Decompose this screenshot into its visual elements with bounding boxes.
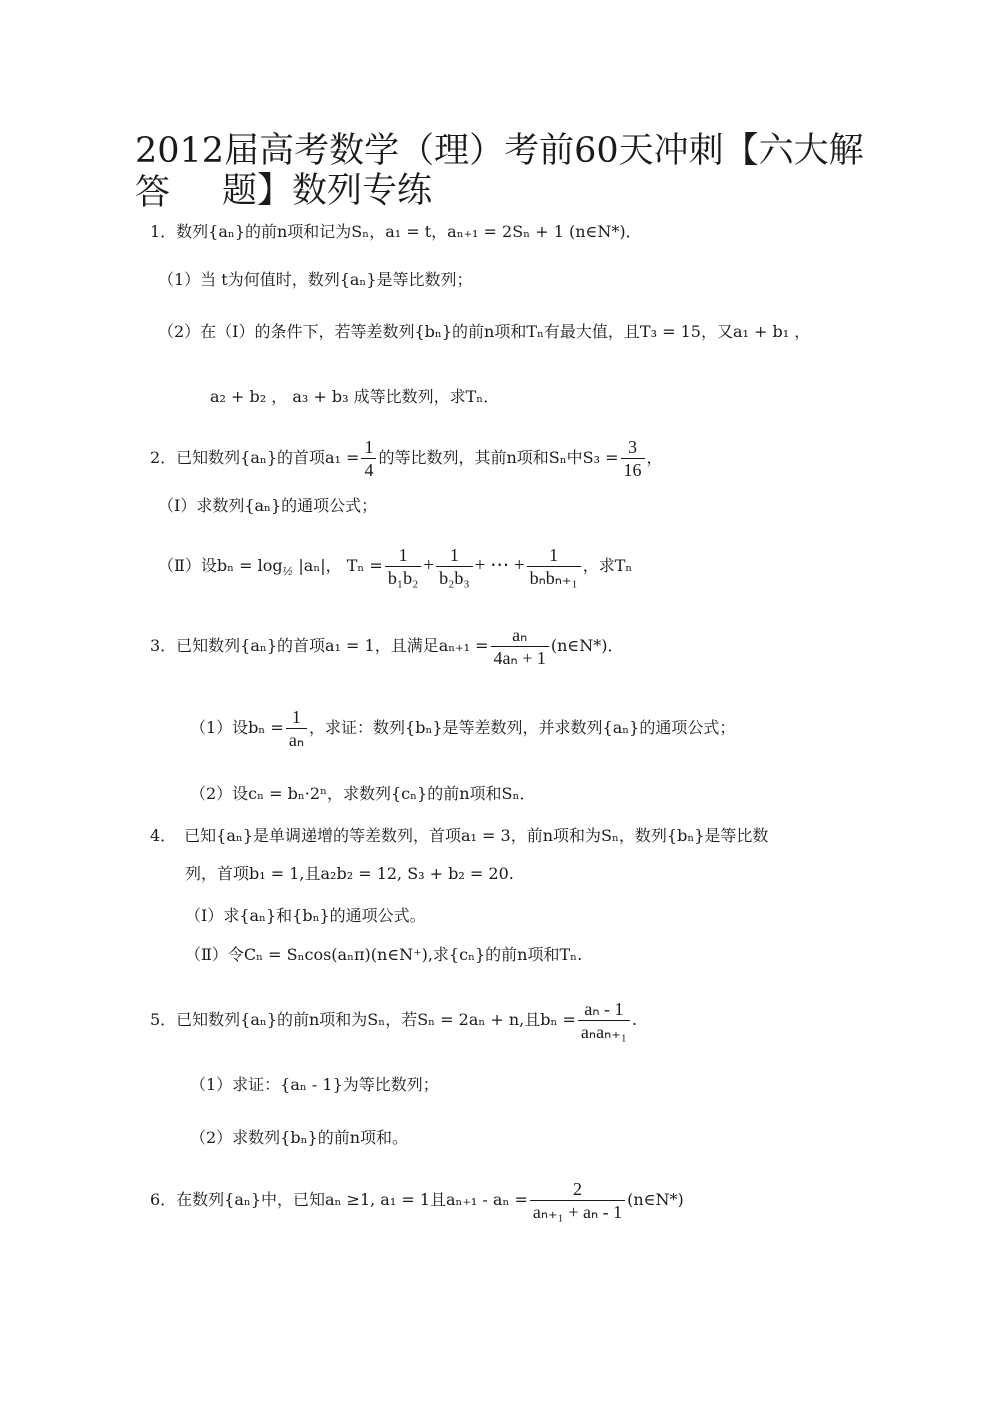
fraction-numerator: aₙ - 1: [578, 998, 630, 1021]
problem-6-stem-b: (n∈N*): [627, 1190, 684, 1209]
problem-4-stem-cont: 列，首项b₁ = 1,且a₂b₂ = 12, S₃ + b₂ = 20.: [185, 864, 514, 883]
problem-3-stem-a: 3．已知数列{aₙ}的首项a₁ = 1，且满足aₙ₊₁ =: [150, 636, 489, 655]
fraction-denominator: b₁b₂: [387, 568, 419, 588]
problem-5-stem: [150, 998, 637, 1043]
fraction-numerator: 1: [436, 544, 473, 567]
fraction-denominator: aₙ: [288, 730, 305, 750]
plus-sign: +: [423, 555, 435, 576]
problem-3-part-1-a: （1）设bₙ =: [190, 718, 284, 737]
problem-3-stem-b: (n∈N*)．: [550, 636, 624, 655]
fraction-denominator: bₙbₙ₊₁: [529, 568, 578, 588]
problem-4-part-2: （Ⅱ）令Cₙ = Sₙcos(aₙπ)(n∈N⁺),求{cₙ}的前n项和Tₙ.: [185, 945, 583, 964]
problem-3-stem: [150, 624, 623, 669]
problem-2-stem: [150, 436, 663, 481]
problem-5-stem-a: 5．已知数列{aₙ}的前n项和为Sₙ，若Sₙ = 2aₙ + n,且bₙ =: [150, 1010, 576, 1029]
fraction-denominator: b₂b₃: [439, 568, 470, 588]
problem-2-part-2-c: ，求Tₙ: [582, 556, 633, 575]
fraction-denominator: 16: [623, 460, 642, 480]
problem-2-stem-b: 的等比数列，其前n项和Sₙ中S₃ =: [378, 448, 619, 467]
problem-2-part-1: （Ⅰ）求数列{aₙ}的通项公式；: [158, 496, 378, 515]
document-title-line-2: 题】数列专练: [222, 171, 433, 211]
problem-5-stem-b: .: [632, 1010, 638, 1029]
ellipsis-sum: + ⋯ +: [474, 555, 525, 576]
fraction-denominator: 4: [364, 460, 374, 480]
problem-1-part-2: （2）在（I）的条件下，若等差数列{bₙ}的前n项和Tₙ有最大值，且T₃ = 15，又a₁ + b₁ ，: [158, 322, 811, 341]
fraction-numerator: 1: [361, 436, 376, 459]
fraction: [491, 624, 549, 669]
problem-2-stem-a: 2．已知数列{aₙ}的首项a₁ =: [150, 448, 360, 467]
problem-2-part-2-a: （Ⅱ）设bₙ = log: [158, 556, 283, 575]
problem-2-part-2-b: |aₙ|， Tₙ =: [298, 556, 383, 575]
problem-5-part-2: （2）求数列{bₙ}的前n项和。: [190, 1128, 409, 1147]
fraction-denominator: 4aₙ + 1: [493, 648, 546, 668]
problem-6-stem: [150, 1178, 684, 1223]
document-title-line-1: 2012届高考数学（理）考前60天冲刺【六大解答: [135, 131, 864, 213]
fraction-numerator: aₙ: [491, 624, 549, 647]
problem-3-part-1: [190, 706, 735, 751]
fraction: [385, 544, 422, 589]
problem-2-stem-c: ，: [646, 448, 663, 467]
problem-5-part-1: （1）求证：{aₙ - 1}为等比数列；: [190, 1075, 439, 1094]
problem-3-part-2: （2）设cₙ = bₙ·2ⁿ，求数列{cₙ}的前n项和Sₙ．: [190, 784, 536, 803]
fraction-numerator: 1: [527, 544, 581, 567]
fraction: [286, 706, 307, 751]
fraction: [530, 1178, 625, 1223]
fraction-numerator: 3: [621, 436, 645, 459]
log-base: ½: [282, 565, 294, 579]
fraction: [436, 544, 473, 589]
problem-3-part-1-b: ，求证：数列{bₙ}是等差数列，并求数列{aₙ}的通项公式；: [309, 718, 736, 737]
fraction: [578, 998, 630, 1043]
problem-4-stem: 4． 已知{aₙ}是单调递增的等差数列，首项a₁ = 3，前n项和为Sₙ，数列{bₙ}是等比数: [150, 826, 769, 845]
fraction-numerator: 1: [385, 544, 422, 567]
problem-4-part-1: （Ⅰ）求{aₙ}和{bₙ}的通项公式。: [185, 906, 426, 925]
problem-1-part-1: （1）当 t为何值时，数列{aₙ}是等比数列；: [158, 270, 473, 289]
fraction: [621, 436, 645, 481]
problem-1-part-2-cont: a₂ + b₂ ， a₃ + b₃ 成等比数列，求Tₙ．: [210, 387, 500, 406]
fraction: [361, 436, 376, 481]
fraction: [527, 544, 581, 589]
fraction-numerator: 2: [530, 1178, 625, 1201]
problem-1-stem: 1．数列{aₙ}的前n项和记为Sₙ，a₁ = t，aₙ₊₁ = 2Sₙ + 1 (n∈N*)．: [150, 222, 642, 241]
fraction-denominator: aₙ₊₁ + aₙ - 1: [532, 1202, 623, 1222]
problem-6-stem-a: 6．在数列{aₙ}中，已知aₙ ≥1, a₁ = 1且aₙ₊₁ - aₙ =: [150, 1190, 528, 1209]
fraction-denominator: aₙaₙ₊₁: [580, 1022, 628, 1042]
problem-2-part-2: [158, 544, 632, 589]
fraction-numerator: 1: [286, 706, 307, 729]
